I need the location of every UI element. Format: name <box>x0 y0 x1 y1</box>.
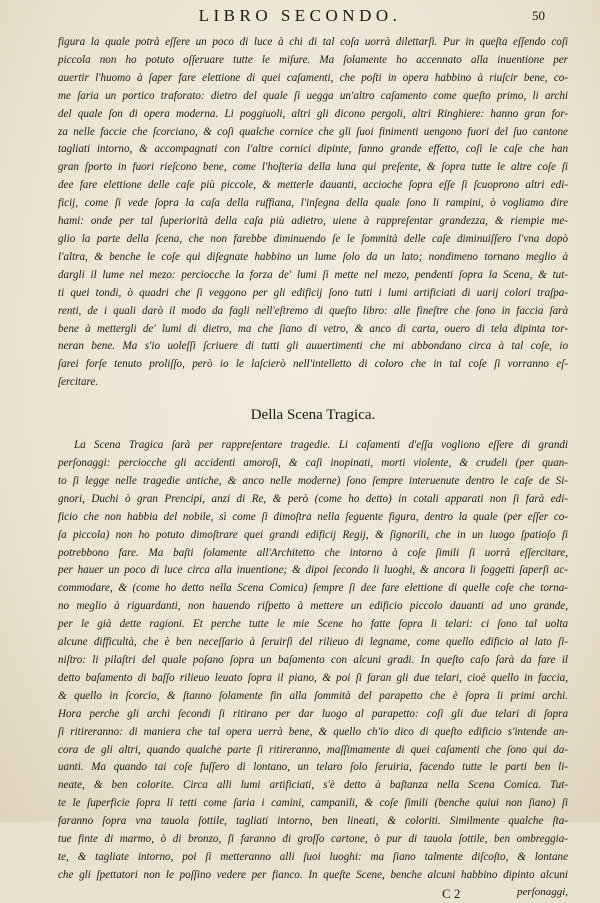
text-line: renti, de i quali darò il modo da fagli nell'eſtremo di queſto libro: alle fineſtre che ſono in faccia ſarà <box>58 304 568 317</box>
text-line: tagliati intorno, & accompagnati con l'altre cornici dipinte, fanno grande effetto, coſi le caſe che han <box>58 143 568 156</box>
text-body <box>58 34 568 901</box>
text-line: ſarei forſe tenuto proliſſo, però io le laſcierò nell'intelletto di coloro che in tal coſe ſi vorranno eſ- <box>58 358 568 371</box>
text-line: l'altra, & benche le coſe qui diſegnate habbino un lume ſolo da un lato; nondimeno tornano meglio à <box>58 250 568 263</box>
text-line: ſi ritireranno: di maniera che tal opera uerrà bene, & quello ch'io dico di queſto edificio s'intende an- <box>58 725 568 738</box>
page-number: 50 <box>532 8 545 23</box>
page-footer <box>58 885 568 901</box>
text-line: te, & tagliate intorno, poi ſi metteranno alli ſuoi luoghi: ma ſiano talmente diſcoſto, & lontane <box>58 850 568 863</box>
text-line: ti quei tondi, ò quadri che ſi veggono per gli edificij ſono tutti i lumi artificiati di uarij colori traſpa- <box>58 286 568 299</box>
text-line: gran ſporto in fuori rieſcono bene, come l'hoſteria della luna qui preſente, & ſopra tutte le altre coſe ſi <box>58 161 568 174</box>
text-line: cora de gli altri, quando qualche parte ſi ritireranno, maſſimamente di quei caſamenti che ſono qui da- <box>58 743 568 756</box>
text-line: neate, & ben colorite. Circa alli lumi artificiati, s'è detto à baſtanza nella Scena Comica. Tut- <box>58 779 568 792</box>
text-line: no meglio à riguardanti, non hauendo riſpetto à mettere un edificio piccolo dauanti ad uno grande, <box>58 600 568 613</box>
running-title: LIBRO SECONDO. <box>198 6 402 25</box>
text-line: neran bene. Ma s'io uoleſſi ſcriuere di tutti gli auuertimenti che mi abbondano circa à tal coſe, io <box>58 340 568 353</box>
text-line: detto baſamento di baſſo rilieuo leuato ſopra il piano, & poi ſi faran gli due telari, cioè quello in faccia, <box>58 671 568 684</box>
text-line: La Scena Tragica ſarà per rappreſentare tragedie. Li caſamenti d'eſſa vogliono eſſere di grandi <box>74 439 568 452</box>
text-line: te le ſuperficie ſopra li tetti come ſaria i camini, campanili, & coſe ſimili (benche quiui non ſiano) ſi <box>58 797 568 810</box>
text-line: Hora perche gli archi ſecondi ſi ritirano per dar luogo al parapetto: coſi gli due telari di ſopra <box>58 707 568 720</box>
text-line: tue finte di marmo, ò di bronzo, ſi faranno di groſſo cartone, ò pur di tauola ſottile, ben ombreggia- <box>58 833 568 846</box>
text-line: dargli il lume nel mezo: perciocche la forza de' lumi ſi mette nel mezo, pendenti ſopra la Scena, & tut- <box>58 268 568 281</box>
text-line: gnori, Duchi ò gran Prencipi, anzi di Re, & però (come ho detto) in cotali apparati non ſi farà edi- <box>58 492 568 505</box>
text-line: glio la parte della ſcena, che non farebbe diminuendo ſe le ſommità delle caſe diminuiſſero l'vna dopò <box>58 232 568 245</box>
catchword: perſonaggi, <box>516 885 568 898</box>
text-line: figura la quale potrà eſſere un poco di luce à chi di tal coſa uorrà dilettarſi. Pur in queſta eſſendo coſi <box>58 36 568 48</box>
text-line: potrebbono fare. Ma baſti ſolamente all'Architetto che intorno à coſe ſimili ſi uorrà eſſercitare, <box>58 546 568 559</box>
text-line: perſonaggi: perciocche gli accidenti amoroſi, & caſi inopinati, morti violente, & crudeli (per quan- <box>58 457 568 470</box>
page-header <box>0 4 600 32</box>
text-line: ficij, come ſi vede ſopra la caſa della ruffiana, l'inſegna della quale ſono li rampini, ò vogliamo dire <box>58 197 568 210</box>
text-line: ſercitare. <box>58 376 99 389</box>
text-line: ficio che non habbia del nobile, sì come ſi dimoſtra nella ſeguente figura, dentro la quale (per eſſer co- <box>58 510 568 523</box>
text-line: za nelle faccie che ſcorciano, & coſi qualche cornice che gli ſuoi finimenti uengono fuori del ſuo cantone <box>58 125 568 138</box>
text-line: & quello in ſcorcio, & ſtanno ſolamente fin alla ſommità del parapetto che è ſopra li primi archi. <box>58 689 568 702</box>
text-line: niſtro: li pilaſtri del quale poſano ſopra un baſamento con alcuni gradi. In queſto caſo ſarà da fare il <box>58 654 568 666</box>
text-line: uanti. Ma quando tai coſe fuſſero di lontano, un telaro ſolo ſeruiria, facendo tutte le parti ben li- <box>58 761 568 774</box>
text-line: per le già dette ragioni. Et perche tutte le mie Scene ho fatte ſopra li telari: ci ſono tal uolta <box>58 618 568 631</box>
section-heading: Della Scena Tragica. <box>250 407 376 424</box>
text-line: del quale ſon di opera moderna. Li poggiuoli, altri gli dicono pergoli, altri Ringhiere: hanno gran for- <box>58 107 568 120</box>
text-line: alcune difficultà, che è ben neceſſario à ſeruirſi del rilieuo di legname, come quello edificio al lato ſi- <box>58 636 568 649</box>
text-line: commodare, & (come ho detto nella Scena Comica) ſempre ſi dee fare elettione di quelle coſe che torna- <box>58 582 568 595</box>
text-line: to ſi legge nelle tragedie antiche, & anco nelle moderne) ſono ſempre interuenute dentro le caſe de Si- <box>58 474 568 487</box>
text-line: ſa piccola) non ho potuto dimoſtrare quei grandi edificij Regij, & ſignorili, che in un luogo ſpatioſo ſi <box>58 528 568 541</box>
text-line: faranno ſopra vna tauola ſottile, tagliati intorno, ben lineati, & coloriti. Similmente qualche ſta- <box>58 815 568 828</box>
text-line: per hauer un poco di luce circa alla inuentione; & dipoi ſecondo li luoghi, & ancora li ſoggetti ſaperſi ac- <box>58 564 568 577</box>
text-line: dee fare elettione delle caſe più piccole, & metterle dauanti, accioche ſopra eſſe ſi ſcuoprono altri edi- <box>58 179 568 192</box>
text-line: me ſaria un portico traforato: dietro del quale ſi uegga un'altro caſamento come queſto primo, li archi <box>58 89 568 102</box>
paragraph-tragic-scene <box>58 437 568 885</box>
signature-mark: C 2 <box>442 885 461 901</box>
text-line: hami: onde per tal ſuperiorità della caſa più adietro, uiene à rappreſentar grandezza, & riempie me- <box>58 215 568 228</box>
text-line: piccola non ho potuto oſſeruare tutte le miſure. Ma ſolamente ho accennato alla inuentione per <box>58 53 568 66</box>
text-line: auertir l'huomo à ſaper fare elettione di quei caſamenti, che poſti in opera habbino à riuſcir bene, co- <box>58 71 568 84</box>
paragraph-comic-scene <box>58 34 568 392</box>
text-line: bene à mettergli de' lumi di dietro, ma che ſiano di vetro, & anco di carta, ouero di tela dipinta tor- <box>58 322 568 335</box>
text-line: che gli ſpettatori non le poſſino vedere per fianco. In queſte Scene, benche alcuni habbino dipinto alcuni <box>58 868 568 881</box>
